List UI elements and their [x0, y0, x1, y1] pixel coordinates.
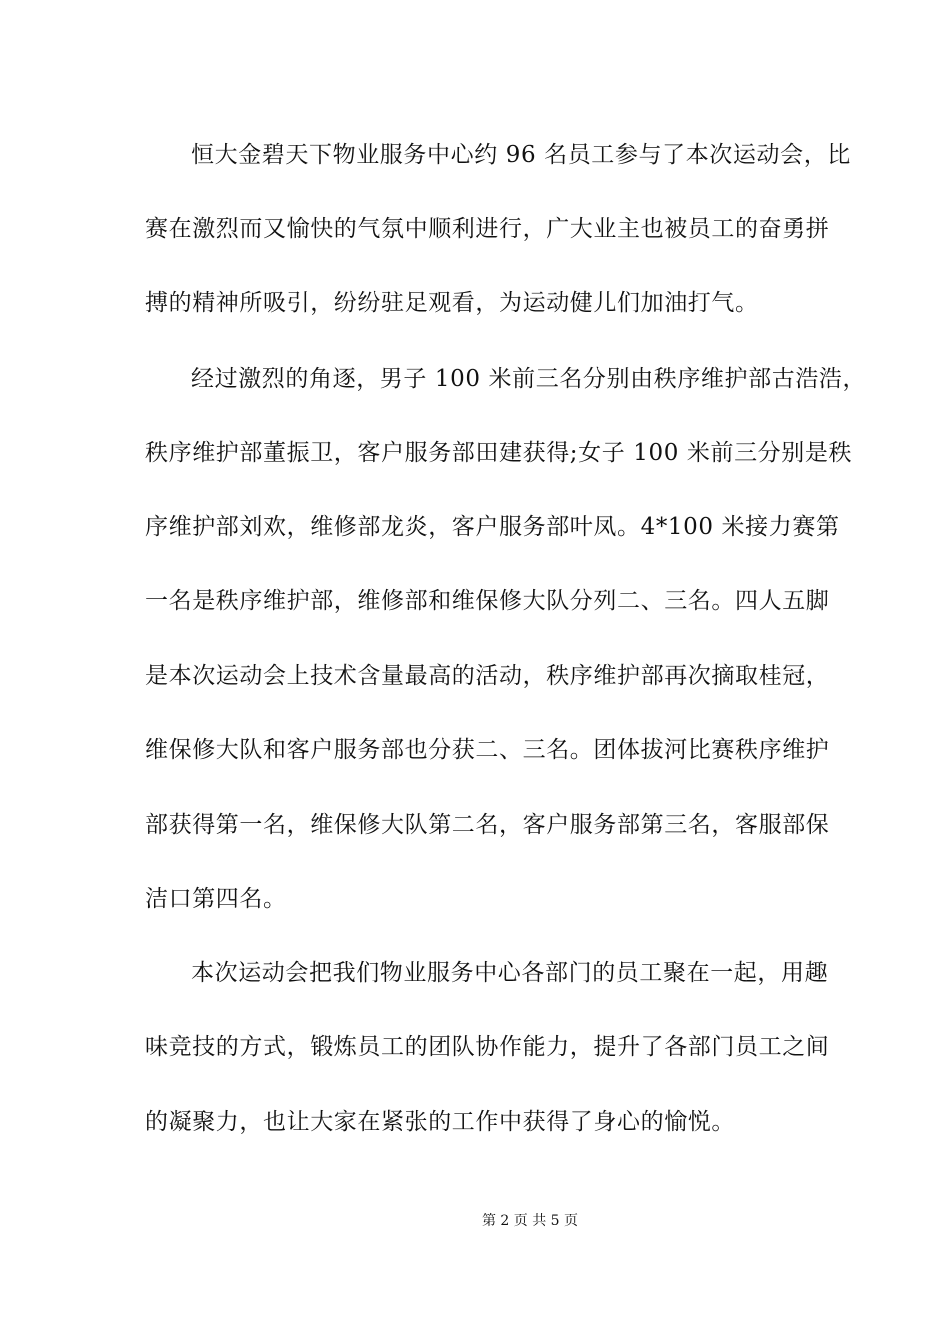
paragraph-2-line-1: 经过激烈的角逐，男子 100 米前三名分别由秩序维护部古浩浩，	[191, 366, 867, 392]
paragraph-2-line-7: 部获得第一名，维保修大队第二名，客户服务部第三名，客服部保	[145, 812, 830, 838]
paragraph-1-line-1: 恒大金碧天下物业服务中心约 96 名员工参与了本次运动会，比	[191, 142, 851, 168]
paragraph-3-line-3: 的凝聚力，也让大家在紧张的工作中获得了身心的愉悦。	[145, 1109, 735, 1135]
paragraph-2-line-6: 维保修大队和客户服务部也分获二、三名。团体拔河比赛秩序维护	[145, 737, 830, 763]
paragraph-2-line-4: 一名是秩序维护部，维修部和维保修大队分列二、三名。四人五脚	[145, 588, 830, 614]
paragraph-2-line-2: 秩序维护部董振卫，客户服务部田建获得;女子 100 米前三分别是秩	[145, 440, 853, 466]
paragraph-3-line-2: 味竞技的方式，锻炼员工的团队协作能力，提升了各部门员工之间	[145, 1034, 830, 1060]
paragraph-1-line-2: 赛在激烈而又愉快的气氛中顺利进行，广大业主也被员工的奋勇拼	[145, 216, 830, 242]
paragraph-3-line-1: 本次运动会把我们物业服务中心各部门的员工聚在一起，用趣	[191, 960, 829, 986]
page-number-footer: 第 2 页 共 5 页	[481, 1213, 579, 1229]
paragraph-2-line-5: 是本次运动会上技术含量最高的活动，秩序维护部再次摘取桂冠，	[145, 663, 830, 689]
paragraph-1-line-3: 搏的精神所吸引，纷纷驻足观看，为运动健儿们加油打气。	[145, 290, 759, 316]
paragraph-2-line-3: 序维护部刘欢，维修部龙炎，客户服务部叶凤。4*100 米接力赛第	[145, 514, 840, 540]
paragraph-2-line-8: 洁口第四名。	[145, 886, 287, 912]
